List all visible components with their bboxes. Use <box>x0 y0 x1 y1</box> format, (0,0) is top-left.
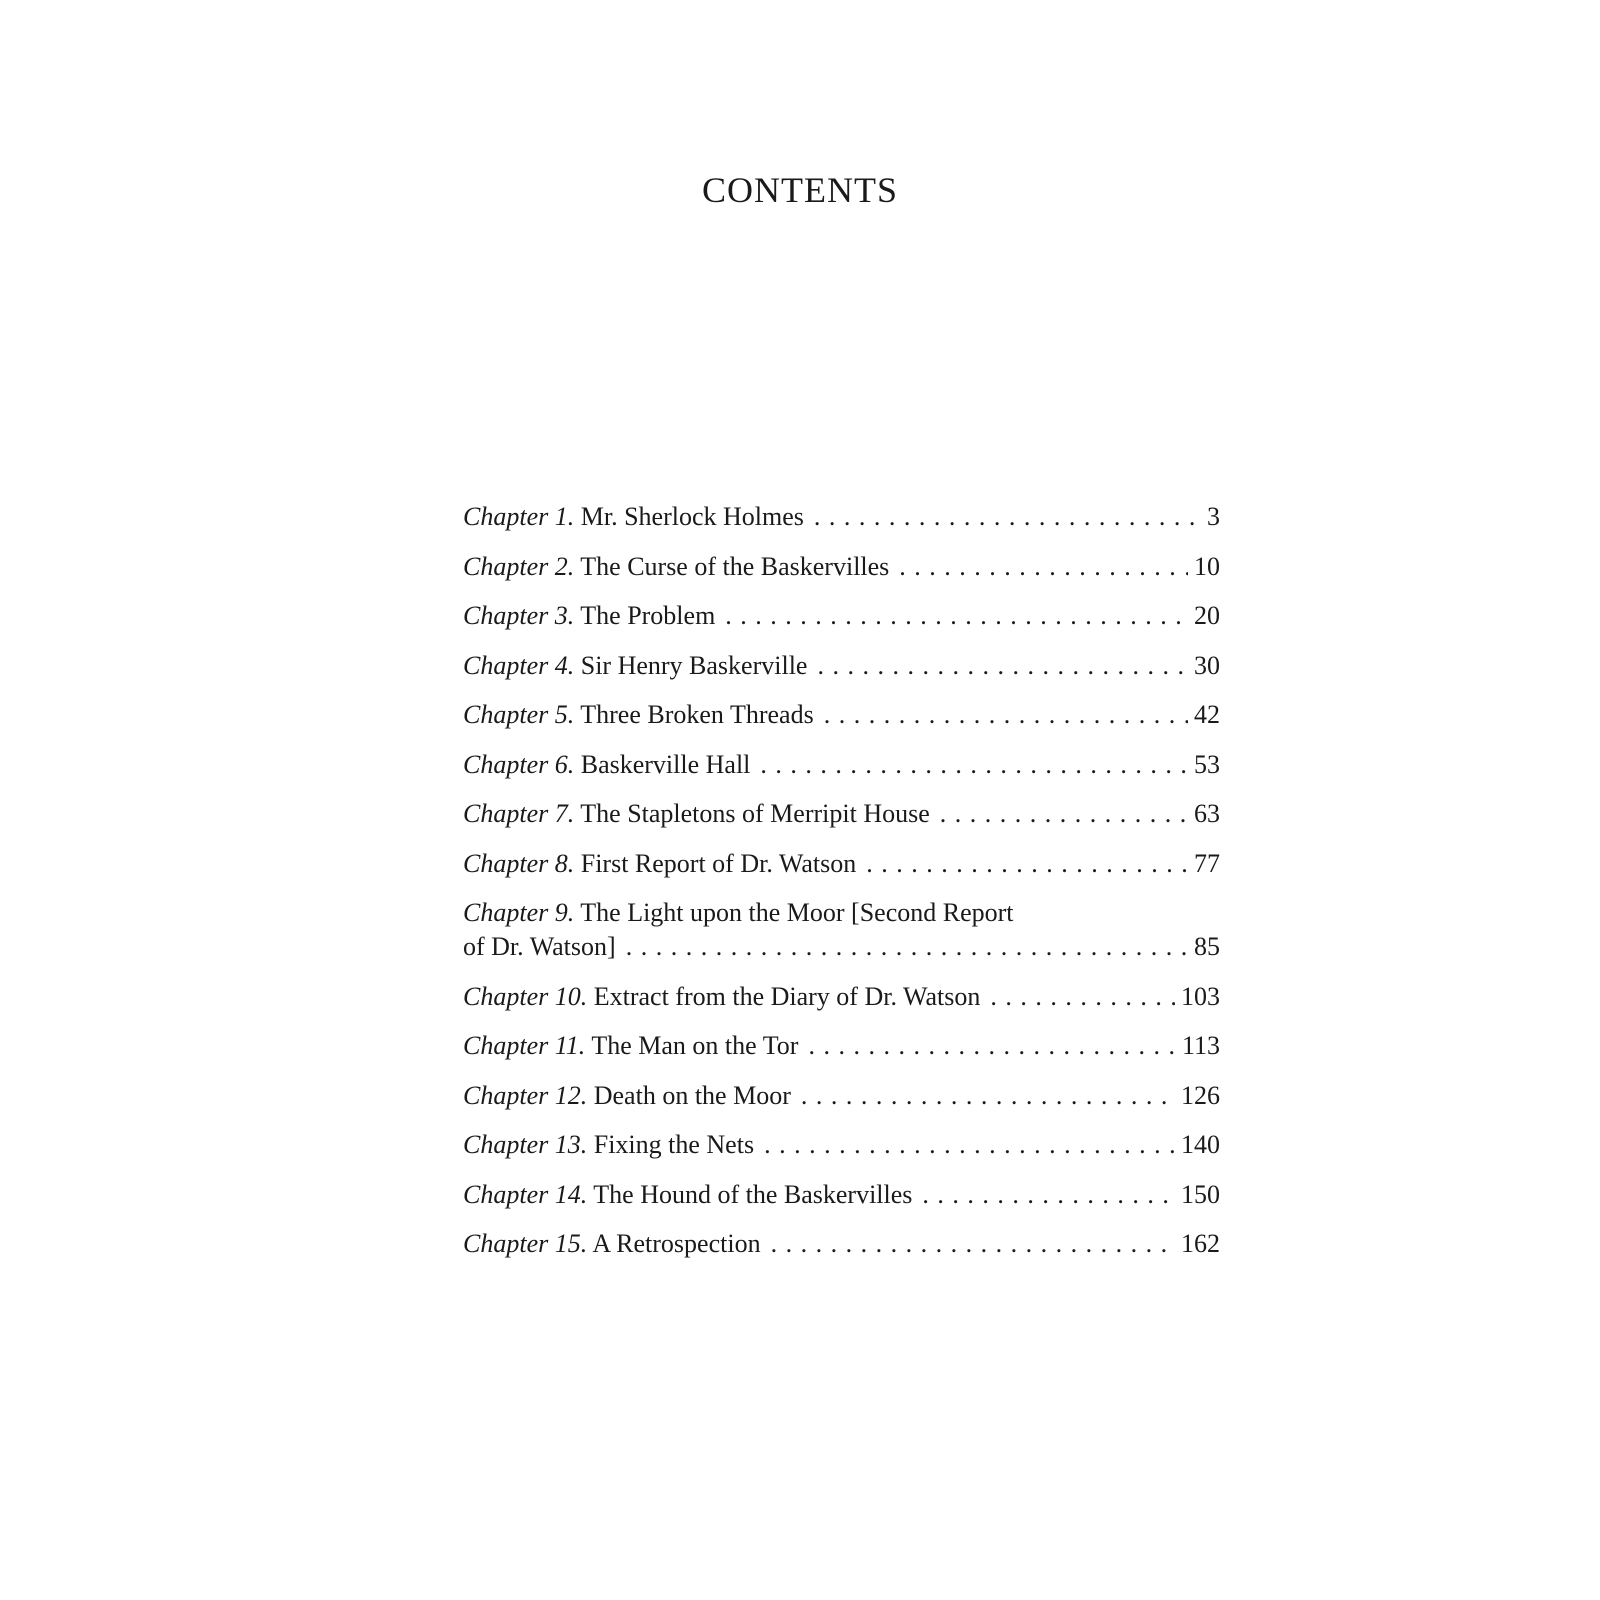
chapter-title: The Stapletons of Merripit House <box>580 799 930 828</box>
page-number: 42 <box>1194 700 1220 729</box>
page-number: 63 <box>1194 799 1220 828</box>
page-number: 3 <box>1207 502 1220 531</box>
page-title: CONTENTS <box>702 170 898 210</box>
chapter-title: First Report of Dr. Watson <box>580 848 857 878</box>
chapter-number: Chapter 10. <box>463 981 588 1011</box>
dot-leader <box>801 1079 1175 1113</box>
chapter-number: Chapter 15. <box>463 1229 588 1258</box>
dot-leader <box>990 980 1175 1014</box>
toc-entry-14[interactable] <box>463 1178 1220 1212</box>
chapter-number: Chapter 7. <box>463 799 575 828</box>
chapter-title: A Retrospection <box>592 1229 761 1258</box>
toc-entry-8[interactable] <box>463 847 1220 881</box>
chapter-title: The Light upon the Moor [Second Report <box>580 898 1014 927</box>
chapter-title: The Curse of the Baskervilles <box>580 551 890 581</box>
toc-entry-5[interactable] <box>463 698 1220 732</box>
toc-entry-12[interactable] <box>463 1079 1220 1113</box>
toc-entry-7[interactable] <box>463 797 1220 831</box>
page-number: 140 <box>1181 1130 1220 1159</box>
dot-leader <box>866 847 1188 881</box>
chapter-number: Chapter 14. <box>463 1179 588 1209</box>
toc-entry-11[interactable] <box>463 1029 1220 1063</box>
chapter-number: Chapter 13. <box>463 1130 588 1159</box>
toc-entry-3[interactable] <box>463 599 1220 633</box>
page-number: 85 <box>1194 932 1220 961</box>
toc-entry-9[interactable] <box>463 896 1220 964</box>
dot-leader <box>764 1128 1175 1162</box>
chapter-title-continued: of Dr. Watson] <box>463 932 616 961</box>
chapter-title: Sir Henry Baskerville <box>580 650 808 680</box>
chapter-title: The Problem <box>580 601 716 630</box>
dot-leader <box>817 649 1188 683</box>
dot-leader <box>824 698 1188 732</box>
table-of-contents <box>463 500 1220 1261</box>
dot-leader <box>922 1178 1175 1212</box>
chapter-title: Fixing the Nets <box>593 1130 755 1159</box>
dot-leader <box>899 550 1188 584</box>
chapter-number: Chapter 11. <box>463 1031 586 1060</box>
chapter-number: Chapter 12. <box>463 1080 588 1110</box>
page-number: 10 <box>1194 551 1220 581</box>
chapter-number: Chapter 2. <box>463 551 575 581</box>
toc-entry-2[interactable] <box>463 550 1220 584</box>
chapter-number: Chapter 1. <box>463 502 575 531</box>
dot-leader <box>940 797 1188 831</box>
toc-entry-13[interactable] <box>463 1128 1220 1162</box>
toc-entry-15[interactable] <box>463 1227 1220 1261</box>
page-number: 113 <box>1181 1031 1220 1060</box>
chapter-number: Chapter 8. <box>463 848 575 878</box>
dot-leader <box>626 930 1188 964</box>
page-number: 103 <box>1181 981 1220 1011</box>
chapter-title: Death on the Moor <box>593 1080 791 1110</box>
chapter-number: Chapter 6. <box>463 749 575 779</box>
page-number: 20 <box>1194 601 1220 630</box>
page-number: 150 <box>1181 1179 1220 1209</box>
toc-entry-10[interactable] <box>463 980 1220 1014</box>
chapter-title: Baskerville Hall <box>580 749 751 779</box>
dot-leader <box>808 1029 1176 1063</box>
chapter-number: Chapter 9. <box>463 898 575 927</box>
chapter-title: The Hound of the Baskervilles <box>593 1179 913 1209</box>
dot-leader <box>725 599 1188 633</box>
chapter-number: Chapter 4. <box>463 650 575 680</box>
chapter-title: Extract from the Diary of Dr. Watson <box>593 981 981 1011</box>
page-number: 77 <box>1194 848 1220 878</box>
dot-leader <box>814 500 1201 534</box>
toc-entry-6[interactable] <box>463 748 1220 782</box>
page-number: 126 <box>1181 1080 1220 1110</box>
page-number: 53 <box>1194 749 1220 779</box>
chapter-number: Chapter 5. <box>463 700 575 729</box>
toc-entry-1[interactable] <box>463 500 1220 534</box>
dot-leader <box>760 748 1188 782</box>
chapter-title: Three Broken Threads <box>580 700 814 729</box>
toc-entry-4[interactable] <box>463 649 1220 683</box>
dot-leader <box>771 1227 1175 1261</box>
page-number: 30 <box>1194 650 1220 680</box>
page-number: 162 <box>1181 1229 1220 1258</box>
chapter-title: Mr. Sherlock Holmes <box>580 502 804 531</box>
chapter-number: Chapter 3. <box>463 601 575 630</box>
chapter-title: The Man on the Tor <box>591 1031 799 1060</box>
